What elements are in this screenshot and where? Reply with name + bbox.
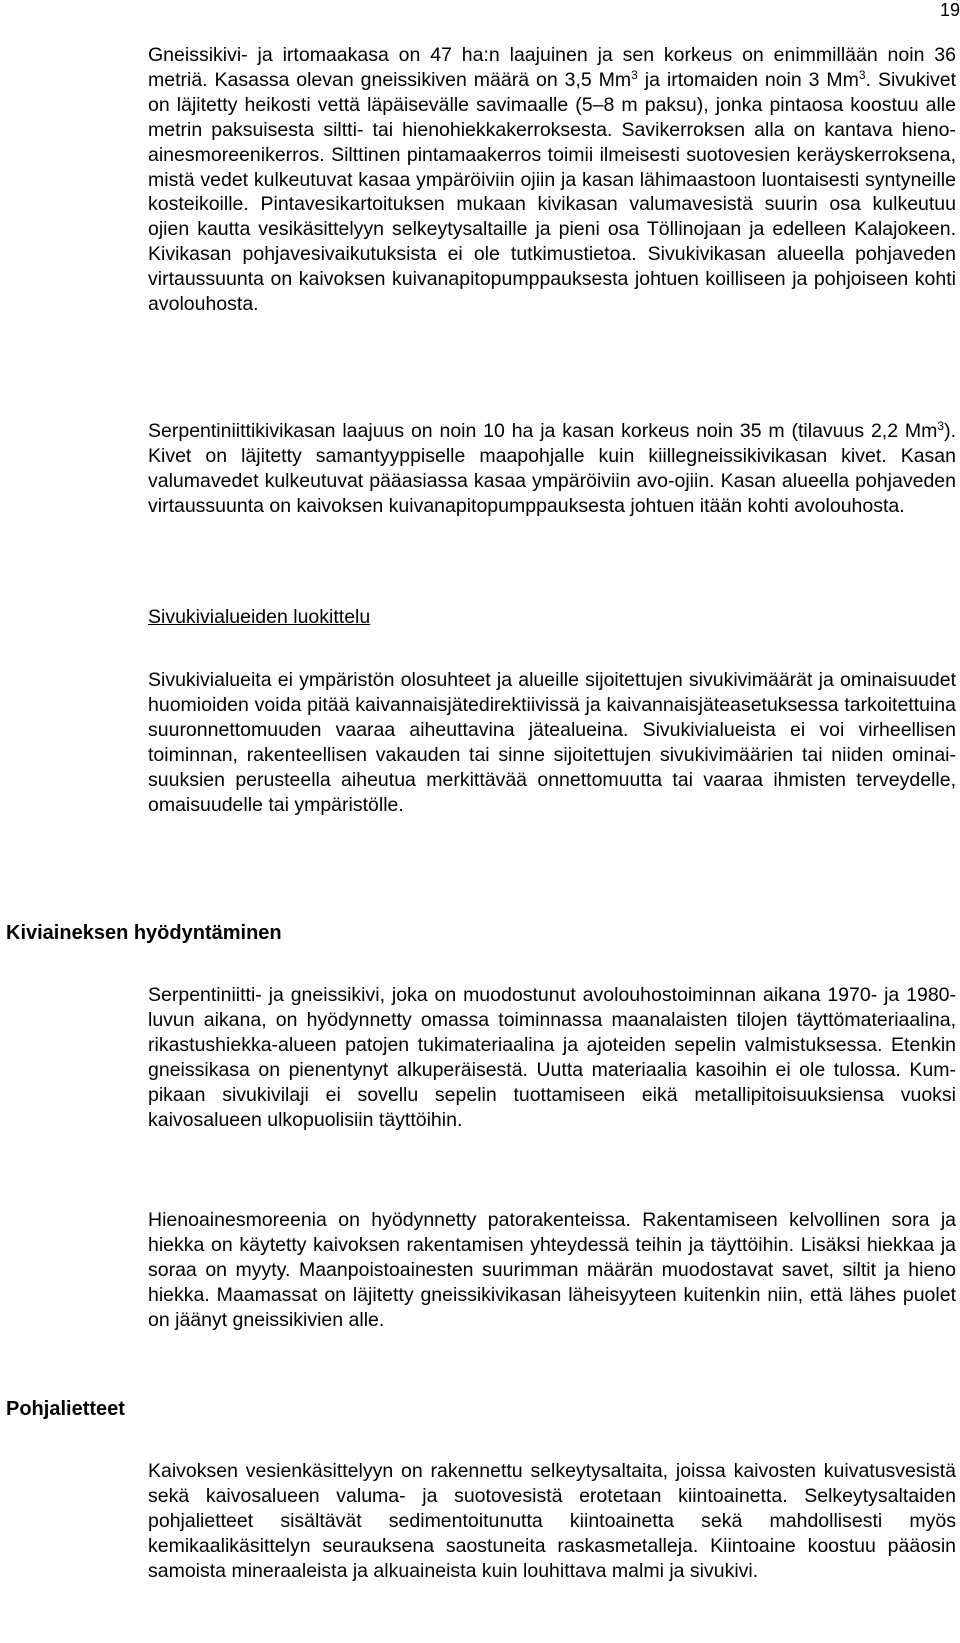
- section-heading-sludges: Pohjalietteet: [6, 1398, 125, 1420]
- paragraph-text: Serpentiniittikivikasan laajuus on noin 10 ha ja kasan korkeus noin 35 m (tilavuus 2,2 Mm: [148, 420, 938, 442]
- superscript: 3: [631, 67, 638, 82]
- paragraph-moraine-use: Hienoainesmoreenia on hyödynnetty patorakenteissa. Rakentamiseen kelvollinen sora ja hiekka on käytetty kaivoksen rakentamisen yhteydessä teihin ja täyttöihin. Lisäksi hiekkaa ja soraa on myyty. Maanpoistoainesten suurimman määrän muodostavat savet, siltit ja hieno hiekka. Maamassat on läjitetty gneissikivikasan läheisyyteen kuitenkin niin, että lähes puolet on jäänyt gneissikivien alle.: [148, 1209, 956, 1331]
- paragraph-text: ja irtomaiden noin 3 Mm: [637, 68, 859, 91]
- superscript: 3: [858, 67, 866, 82]
- paragraph-sludges: Kaivoksen vesienkäsittelyyn on rakennettu selkeytysaltaita, joissa kaivosten kuivatusvesistä sekä kaivosalueen valuma- ja suotovesistä erotetaan kiintoainetta. Selkeytysaltaiden pohjalietteet sisältävät sedimentoitunutta kiintoainetta sekä mahdollisesti myös kemikaalikäsittelyn seurauksena saostuneita raskasmetalleja. Kiintoaine koostuu pääosin samoista mineraaleista ja alkuaineista kuin louhittava malmi ja sivukivi.: [148, 1460, 956, 1582]
- superscript: 3: [937, 419, 945, 433]
- paragraph-text: ). Kivet on läjitetty samantyyppiselle maapohjalle kuin kiillegneissikivikasan kivet. Kasan valumavedet kulkeutuvat pääasiassa kasaa ympäröiviin avo-ojiin. Kasan alueella pohjaveden virtaussuunta on kaivoksen kuivanapitopumppauksesta johtuen itään kohti avolouhosta.: [148, 420, 956, 517]
- sub-heading: Sivukivialueiden luokittelu: [148, 606, 371, 628]
- paragraph-serpentinite-pile: [148, 419, 956, 519]
- paragraph-text: Gneissikivi- ja irtomaakasa on 47 ha:n laajuinen ja sen korkeus on enimmillään noin 36 metriä. Kasassa olevan gneissikiven määrä on 3,5 Mm: [148, 44, 956, 91]
- paragraph-gneiss-pile: [148, 43, 956, 317]
- page-number: 19: [939, 0, 960, 20]
- paragraph-text: . Sivukivet on läjitetty heikosti vettä läpäisevälle savimaalle (5–8 m paksu), jonka pintaosa koostuu alle metrin paksuisesta siltti- tai hienohiekkakerroksesta. Savikerroksen alla on kantava hienoainesmoreenikerros. Silttinen pintamaakerros toimii ilmeisesti suotovesien keräyskerroksena, mistä vedet kulkeutuvat kasaa ympäröiviin ojiin ja kasan lähimaastoon luontaisesti syntyneille kosteikoille. Pintavesikartoituksen mukaan kivikasan valumavesistä suurin osa kulkeutuu ojien kautta vesikäsittelyyn selkeytysaltaille ja pieni osa Töllinojaan ja edelleen Kalajokeen. Kivikasan pohjavesivaikutuksista ei ole tutkimustietoa. Sivukivikasan alueella pohjaveden virtaussuunta on kaivoksen kuivanapitopumppauksesta johtuen koilliseen ja pohjoiseen kohti avolouhosta.: [148, 68, 956, 316]
- paragraph-classification: Sivukivialueita ei ympäristön olosuhteet ja alueille sijoitettujen sivukivimäärät ja ominaisuudet huomioiden voida pitää kaivannaisjätedirektiivissä ja kaivannaisjäteasetuksessa tarkoitettuina suuronnettomuuden vaaraa aiheuttavina jätealueina. Sivukivialueista ei voi virheellisen toiminnan, rakenteellisen vakauden tai sinne sijoitettujen sivukivimäärien tai niiden ominaisuuksien perusteella aiheutua merkittävää onnettomuutta tai vaaraa ihmisten terveydelle, omaisuudelle tai ympäristölle.: [148, 669, 956, 816]
- paragraph-aggregate-use: Serpentiniitti- ja gneissikivi, joka on muodostunut avolouhostoiminnan aikana 1970- ja 1980-luvun aikana, on hyödynnetty omassa toiminnassa maanalaisten tilojen täyttömateriaalina, rikastushiekka-alueen patojen tukimateriaalina ja ajoteiden sepelin valmistuksessa. Etenkin gneissikasa on pienentynyt alkuperäisestä. Uutta materiaalia kasoihin ei ole tulossa. Kumpikaan sivukivilaji ei sovellu sepelin tuottamiseen eikä metallipitoisuuksiensa vuoksi kaivosalueen ulkopuolisiin täyttöihin.: [148, 984, 956, 1131]
- section-heading-aggregate-use: Kiviaineksen hyödyntäminen: [6, 922, 282, 944]
